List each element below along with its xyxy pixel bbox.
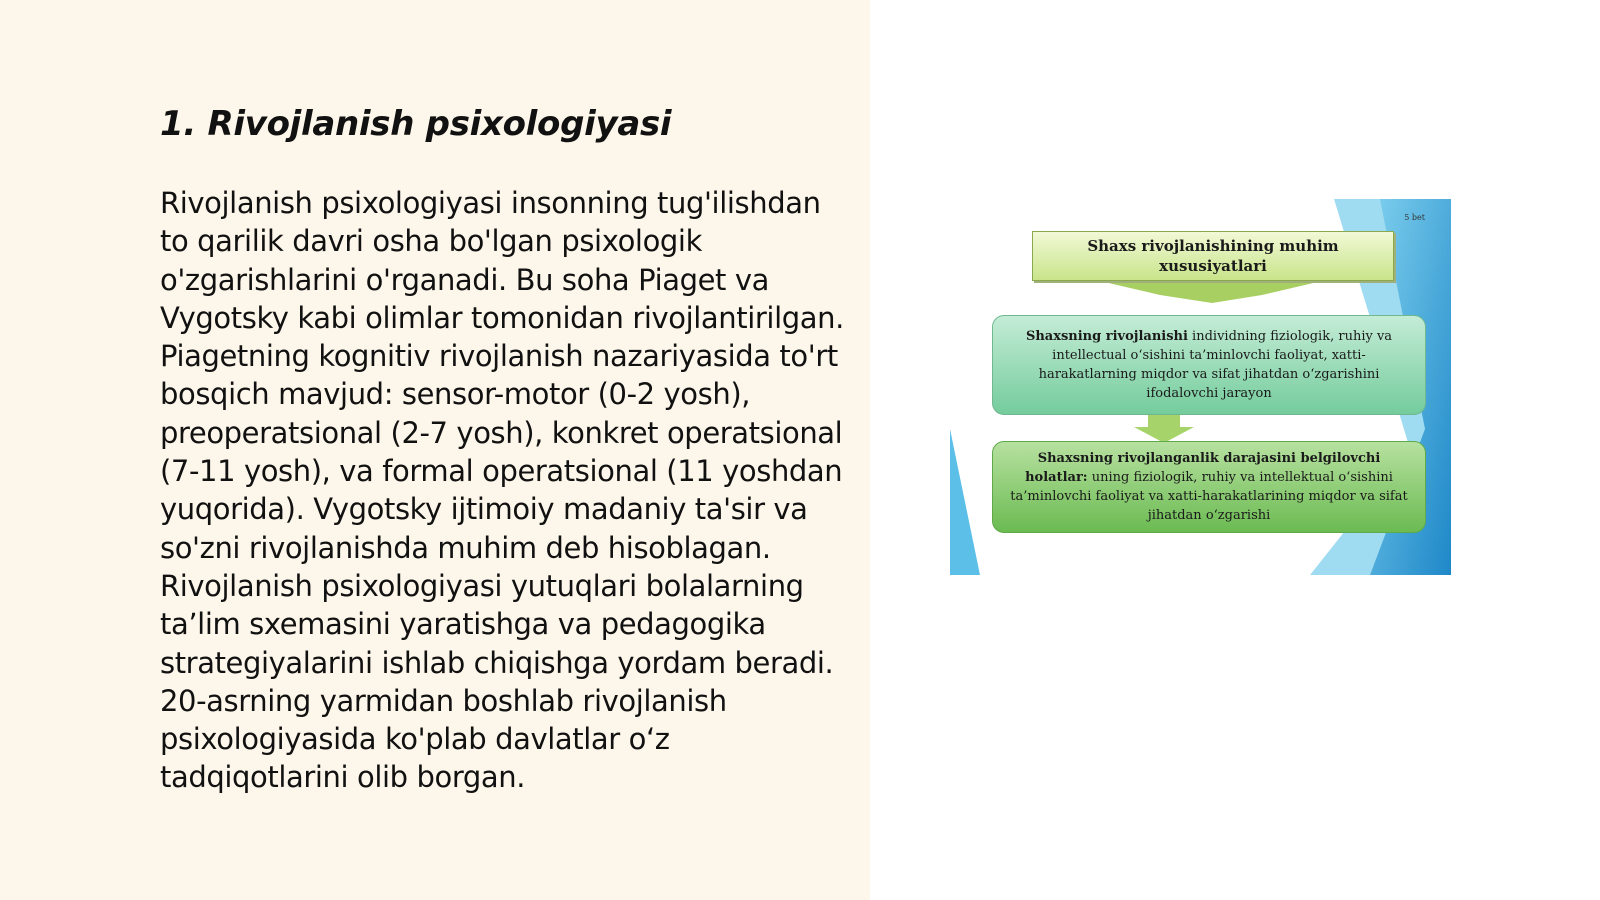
slide-title: 1. Rivojlanish psixologiyasi xyxy=(160,104,672,144)
box1-bold-text: Shaxsning rivojlanishi xyxy=(1025,329,1188,344)
box2-bold-text: Shaxsning rivojlanganlik darajasini belgilovchi holatlar: xyxy=(1025,451,1381,485)
diagram-image xyxy=(950,199,1451,575)
diagram-box-criteria xyxy=(992,441,1426,533)
slide-number: 5 bet xyxy=(1404,213,1425,222)
diagram-box-definition xyxy=(992,315,1426,415)
diagram-header: Shaxs rivojlanishining muhim xususiyatlari xyxy=(1032,231,1394,281)
box2-text: uning fiziologik, ruhiy va intellektual o‘sishini ta’minlovchi faoliyat va xatti-harakatlarining miqdor va sifat jihatdan o‘zgarishi xyxy=(1010,470,1408,523)
slide-body-text: Rivojlanish psixologiyasi insonning tug'ilishdan to qarilik davri osha bo'lgan psixologik o'zgarishlarini o'rganadi. Bu soha Piaget va Vygotsky kabi olimlar tomonidan rivojlantirilgan. Piagetning kognitiv rivojlanish nazariyasida to'rt bosqich mavjud: sensor-motor (0-2 yosh), preoperatsional (2-7 yosh), konkret operatsional (7-11 yosh), va formal operatsional (11 yoshdan yuqorida). Vygotsky ijtimoiy madaniy ta'sir va so'zni rivojlanishda muhim deb hisoblagan. Rivojlanish psixologiyasi yutuqlari bolalarning ta’lim sxemasini yaratishga va pedagogika strategiyalarini ishlab chiqishga yordam beradi. 20-asrning yarmidan boshlab rivojlanish psixologiyasida ko'plab davlatlar o‘z tadqiqotlarini olib borgan. xyxy=(160,186,844,795)
box1-text: individning fiziologik, ruhiy va intellectual o‘sishini ta’minlovchi faoliyat, xatti-harakatlarning miqdor va sifat jihatdan o‘zgarishini ifodalovchi jarayon xyxy=(1038,329,1393,401)
